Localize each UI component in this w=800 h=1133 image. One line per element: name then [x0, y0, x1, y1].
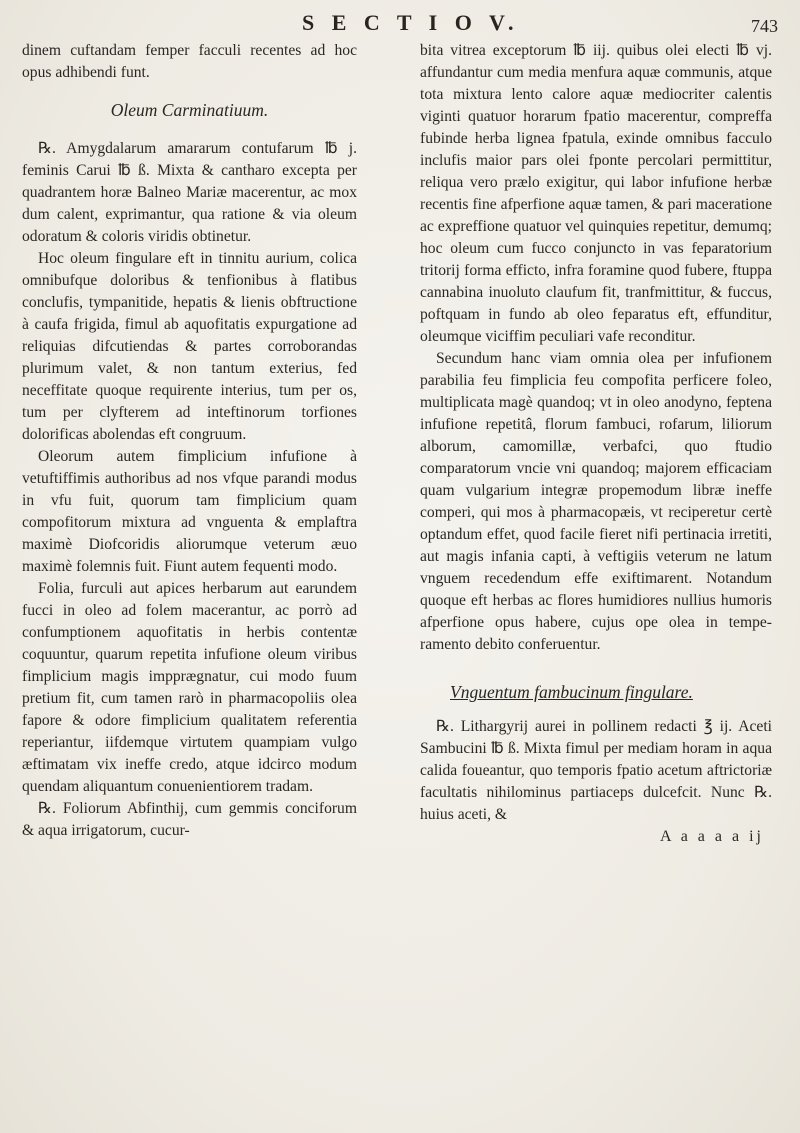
paragraph-continuation: bita vitrea exceptorum ℔ iij. quibus olei electi ℔ vj. affundantur cum media menfura aquæ communis, atque tota mixtura lento calore aquæ mediocriter calentis viginti quatuor horarum fpatio macerentur, compreffa fubinde herba lignea fpatula, exinde omnibus facculo inclufis maior pars olei fponte percolari permittitur, reliqua vero prælo exigitur, qui labor infufione herbæ recentis fine afperfione aquæ tamen, & pari maceratione ac expreffione quatuor vel quinquies repetitur, demumq; hoc oleum cum fucco conjuncto in vas feparatorium tritorij forma efficto, infra foramine quod fubere, ftuppa cannabina inuoluto claufum fit, tranfmittitur, & fuccus, poftquam in fundo ab oleo feparatus eft, effunditur, oleumque viciffim peculiari vafe reconditur. [420, 42, 772, 345]
paragraph-recipe-2: ℞. Foliorum Abfinthij, cum gemmis conciforum & aqua irrigatorum, cucur- [22, 800, 357, 839]
left-column [22, 40, 357, 842]
section-heading-vnguentum: Vnguentum fambucinum fingulare. [450, 682, 693, 702]
paragraph-infusion: Oleorum autem fimplicium infufione à vetuftiffimis authoribus ad nos vfque parandi modus in vfu fuit, quorum tam fimplicium quam compofitorum mixtura ad vnguenta & emplaftra maximè Diofcoridis aliorumque veterum æuo maximè folemnis fuit. Fiunt autem fequenti modo. [22, 448, 357, 575]
paragraph-recipe-3: ℞. Lithargyrij aurei in pollinem redacti ℥ ij. Aceti Sambucini ℔ ß. Mixta fimul per mediam horam in aqua calida foueantur, quo temporis fpatio acetum aftrictoriæ facultatis nihilominus partiaceps dulcefcit. Nunc ℞. huius aceti, & [420, 718, 772, 823]
intro-text: dinem cuftandam femper facculi recentes ad hoc opus adhibendi funt. [22, 42, 357, 81]
right-column [420, 40, 772, 848]
section-title: S E C T I O V. [302, 10, 520, 35]
section-heading-oleum: Oleum Carminatiuum. [110, 100, 269, 120]
paragraph-secundum: Secundum hanc viam omnia olea per infufionem parabilia feu fimplicia feu compofita perficere foleo, multiplicata magè quandoq; vt in oleo anodyno, feptena infufione repetitâ, florum fambuci, rofarum, liliorum alborum, camomillæ, verbafci, quo ftudio comparatorum vncie vni quandoq; majorem efficaciam quam vulgarium integræ propemodum libræ ineffe comperi, qui mos à pharmacopæis, vt reciperetur certè optandum effet, quod facile fieret nifi pertinacia irretiti, aut magis infania capti, à veftigiis veterum ne latum vnguem recedendum effe exiftimarent. Notandum quoque eft herbas ac flores humidiores nullius humoris afperfione opus habere, cujus ope olea in tempe-ramento debito conferuentur. [420, 350, 772, 653]
paragraph-uses: Hoc oleum fingulare eft in tinnitu aurium, colica omnibufque doloribus & tenfionibus à flatibus conclufis, tympanitide, hepatis & lienis obftructione à caufa frigida, fimul ab aquofitatis expurgatione ad reliquias difcutiendas & partes corroborandas plurimum valet, & non tantum exterius, fed neceffitate quoque requirente interius, tum per os, tum per clyfterem ad inteftinorum torfiones dolorificas abolendas eft congruum. [22, 250, 357, 443]
paragraph-recipe-1: ℞. Amygdalarum amararum contufarum ℔ j. feminis Carui ℔ ß. Mixta & cantharo excepta per quadrantem horæ Balneo Mariæ macerentur, ac mox dum calent, exprimantur, qua ratione & via oleum odoratum & coloris viridis obtinetur. [22, 140, 357, 245]
page-number: 743 [751, 16, 778, 36]
paragraph-method: Folia, furculi aut apices herbarum aut earundem fucci in oleo ad folem macerantur, ac porrò ad confumptionem aquofitatis in herbis contentæ coquuntur, quarum repetita infufione oleum viribus fimplicium magis impprægnatur, cui modo fuum pretium fit, cum tamen rarò in pharmacopoliis olea fapore & odore fimplicium qualitatem referentia reperiantur, iifdemque virtutem quampiam vulgo æftimatam vix ineffe credo, atque idcirco modum quendam aliquantum conuenientiorem tradam. [22, 580, 357, 795]
page-header [0, 10, 800, 40]
signature-mark: A a a a a ij [660, 828, 764, 845]
